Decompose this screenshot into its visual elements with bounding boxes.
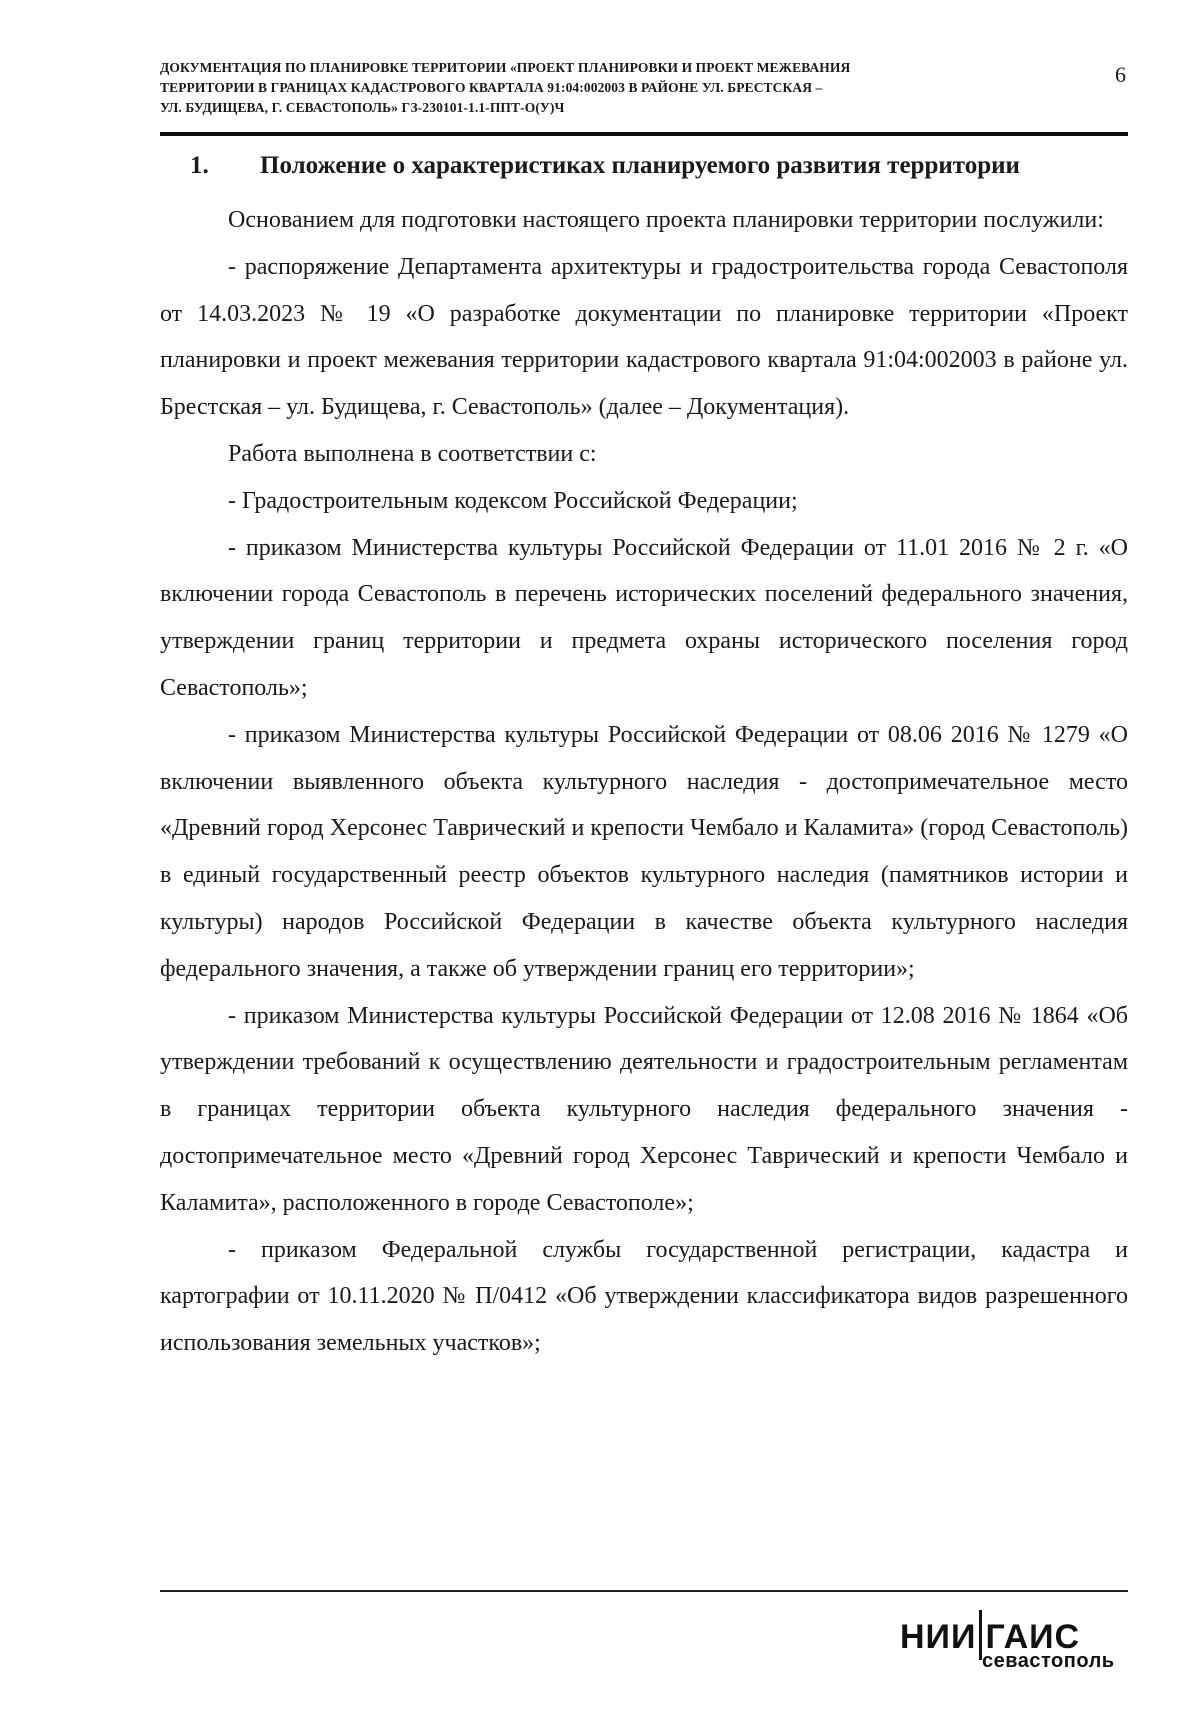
paragraph: - приказом Министерства культуры Российской Федерации от 08.06 2016 № 1279 «О включении выявленного объекта культурного наследия - достопримечательное место «Древний город Херсонес Таврический и крепости Чембало и Каламита» (город Севастополь) в единый государственный реестр объектов культурного наследия (памятников истории и культуры) народов Российской Федерации в качестве объекта культурного наследия федерального значения, а также об утверждении границ его территории»; (160, 721, 1128, 982)
header-line-1: ДОКУМЕНТАЦИЯ ПО ПЛАНИРОВКЕ ТЕРРИТОРИИ «ПРОЕКТ ПЛАНИРОВКИ И ПРОЕКТ МЕЖЕВАНИЯ (160, 60, 851, 75)
logo-subtitle: севастополь (982, 1650, 1115, 1672)
paragraph: Основанием для подготовки настоящего проекта планировки территории послужили: (228, 207, 1104, 233)
logo-left: НИИ (900, 1618, 977, 1656)
paragraph: - распоряжение Департамента архитектуры и градостроительства города Севастополя от 14.03.2023 № 19 «О разработке документации по планировке территории «Проект планировки и проект межевания территории кадастрового квартала 91:04:002003 в районе ул. Брестская – ул. Будищева, г. Севастополь» (далее – Документация). (160, 253, 1128, 421)
paragraph: - Градостроительным кодексом Российской Федерации; (228, 487, 798, 514)
section-number: 1. (190, 152, 209, 179)
document-header (160, 58, 1060, 118)
paragraph: - приказом Министерства культуры Российской Федерации от 11.01 2016 № 2 г. «О включении города Севастополь в перечень исторических поселений федерального значения, утверждении границ территории и предмета охраны исторического поселения город Севастополь»; (160, 534, 1128, 701)
company-logo (900, 1610, 1130, 1680)
logo-right: ГАИС (985, 1618, 1081, 1656)
section-title-text: Положение о характеристиках планируемого развития территории (260, 152, 1020, 179)
document-body (160, 197, 1128, 1367)
page-number: 6 (1115, 62, 1126, 87)
footer-divider (160, 1590, 1128, 1592)
paragraph: - приказом Министерства культуры Российской Федерации от 12.08 2016 № 1864 «Об утверждении требований к осуществлению деятельности и градостроительным регламентам в границах территории объекта культурного наследия федерального значения - достопримечательное место «Древний город Херсонес Таврический и крепости Чембало и Каламита», расположенного в городе Севастополе»; (160, 1002, 1128, 1216)
header-line-3: УЛ. БУДИЩЕВА, Г. СЕВАСТОПОЛЬ» ГЗ-230101-1.1-ППТ-О(У)Ч (160, 100, 565, 115)
paragraph: Работа выполнена в соответствии с: (228, 440, 597, 467)
header-divider (160, 132, 1128, 136)
paragraph: - приказом Федеральной службы государственной регистрации, кадастра и картографии от 10.11.2020 № П/0412 «Об утверждении классификатора видов разрешенного использования земельных участков»; (160, 1236, 1128, 1357)
section-title (190, 152, 1020, 180)
header-line-2: ТЕРРИТОРИИ В ГРАНИЦАХ КАДАСТРОВОГО КВАРТАЛА 91:04:002003 В РАЙОНЕ УЛ. БРЕСТСКАЯ – (160, 80, 823, 95)
